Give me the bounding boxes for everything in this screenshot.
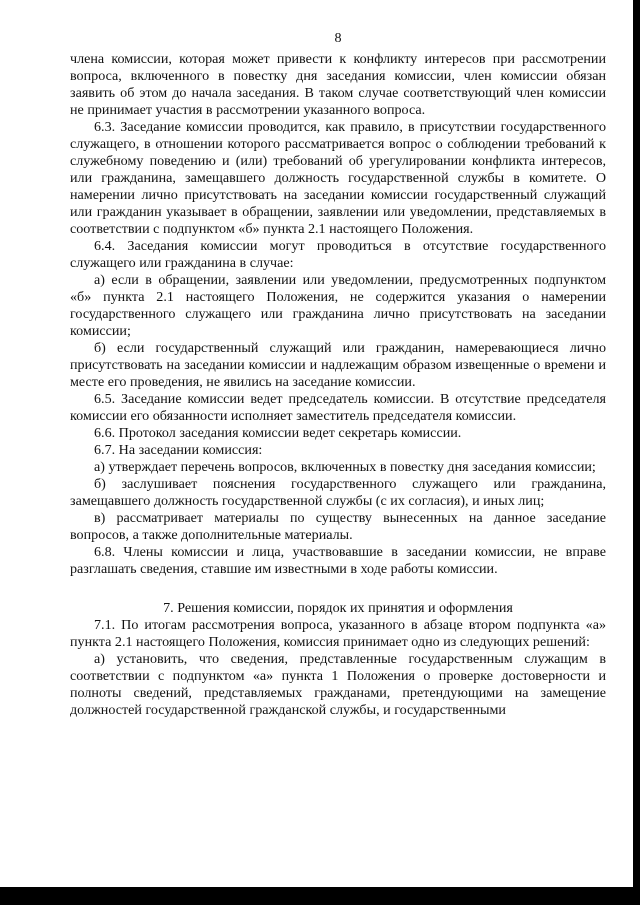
paragraph-6-3: 6.3. Заседание комиссии проводится, как правило, в присутствии государственного служащего, в отношении которого рассматривается вопрос о соблюдении требований к служебному поведению и (или) требований об урегулировании конфликта интересов, или гражданина, замещавшего должность государственной службы в комитете. О намерении лично присутствовать на заседании комиссии государственный служащий или гражданин указывает в обращении, заявлении или уведомлении, представляемых в соответствии с подпунктом «б» пункта 2.1 настоящего Положения.: [70, 119, 606, 237]
paragraph-6-4-b: б) если государственный служащий или гражданин, намеревающиеся лично присутствовать на заседании комиссии и надлежащим образом извещенные о времени и месте его проведения, не явились на заседание комиссии.: [70, 340, 606, 390]
paragraph-6-7: 6.7. На заседании комиссия:: [94, 442, 263, 458]
paragraph-6-7-a: а) утверждает перечень вопросов, включенных в повестку дня заседания комиссии;: [94, 459, 596, 475]
paragraph-6-8: 6.8. Члены комиссии и лица, участвовавшие в заседании комиссии, не вправе разглашать сведения, ставшие им известными в ходе работы комиссии.: [70, 544, 606, 577]
paragraph-6-5: 6.5. Заседание комиссии ведет председатель комиссии. В отсутствие председателя комиссии его обязанности исполняет заместитель председателя комиссии.: [70, 391, 606, 424]
page-number: 8: [334, 30, 342, 46]
paragraph-6-4-a: а) если в обращении, заявлении или уведомлении, предусмотренных подпунктом «б» пункта 2.1 настоящего Положения, не содержится указания о намерении государственного служащего или гражданина лично присутствовать на заседании комиссии;: [70, 272, 606, 339]
section-7-heading: 7. Решения комиссии, порядок их принятия и оформления: [163, 600, 513, 616]
paragraph-6-2-continuation: члена комиссии, которая может привести к конфликту интересов при рассмотрении вопроса, включенного в повестку дня заседания комиссии, член комиссии обязан заявить об этом до начала заседания. В таком случае соответствующий член комиссии не принимает участия в рассмотрении указанного вопроса.: [70, 51, 606, 118]
paragraph-6-6: 6.6. Протокол заседания комиссии ведет секретарь комиссии.: [94, 425, 462, 441]
paragraph-6-4: 6.4. Заседания комиссии могут проводиться в отсутствие государственного служащего или гражданина в случае:: [70, 238, 606, 271]
document-page: [70, 30, 606, 719]
paragraph-6-7-c: в) рассматривает материалы по существу вынесенных на данное заседание вопросов, а также дополнительные материалы.: [70, 510, 606, 543]
scan-edge-bottom: [0, 887, 640, 905]
paragraph-7-1: 7.1. По итогам рассмотрения вопроса, указанного в абзаце втором подпункта «а» пункта 2.1 настоящего Положения, комиссия принимает одно из следующих решений:: [70, 617, 606, 650]
paragraph-6-7-b: б) заслушивает пояснения государственного служащего или гражданина, замещавшего должность государственной службы (с их согласия), и иных лиц;: [70, 476, 606, 509]
scan-edge-right: [633, 0, 640, 905]
paragraph-7-1-a: а) установить, что сведения, представленные государственным служащим в соответствии с подпунктом «а» пункта 1 Положения о проверке достоверности и полноты сведений, представляемых гражданами, претендующими на замещение должностей государственной гражданской службы, и государственными: [70, 651, 606, 718]
